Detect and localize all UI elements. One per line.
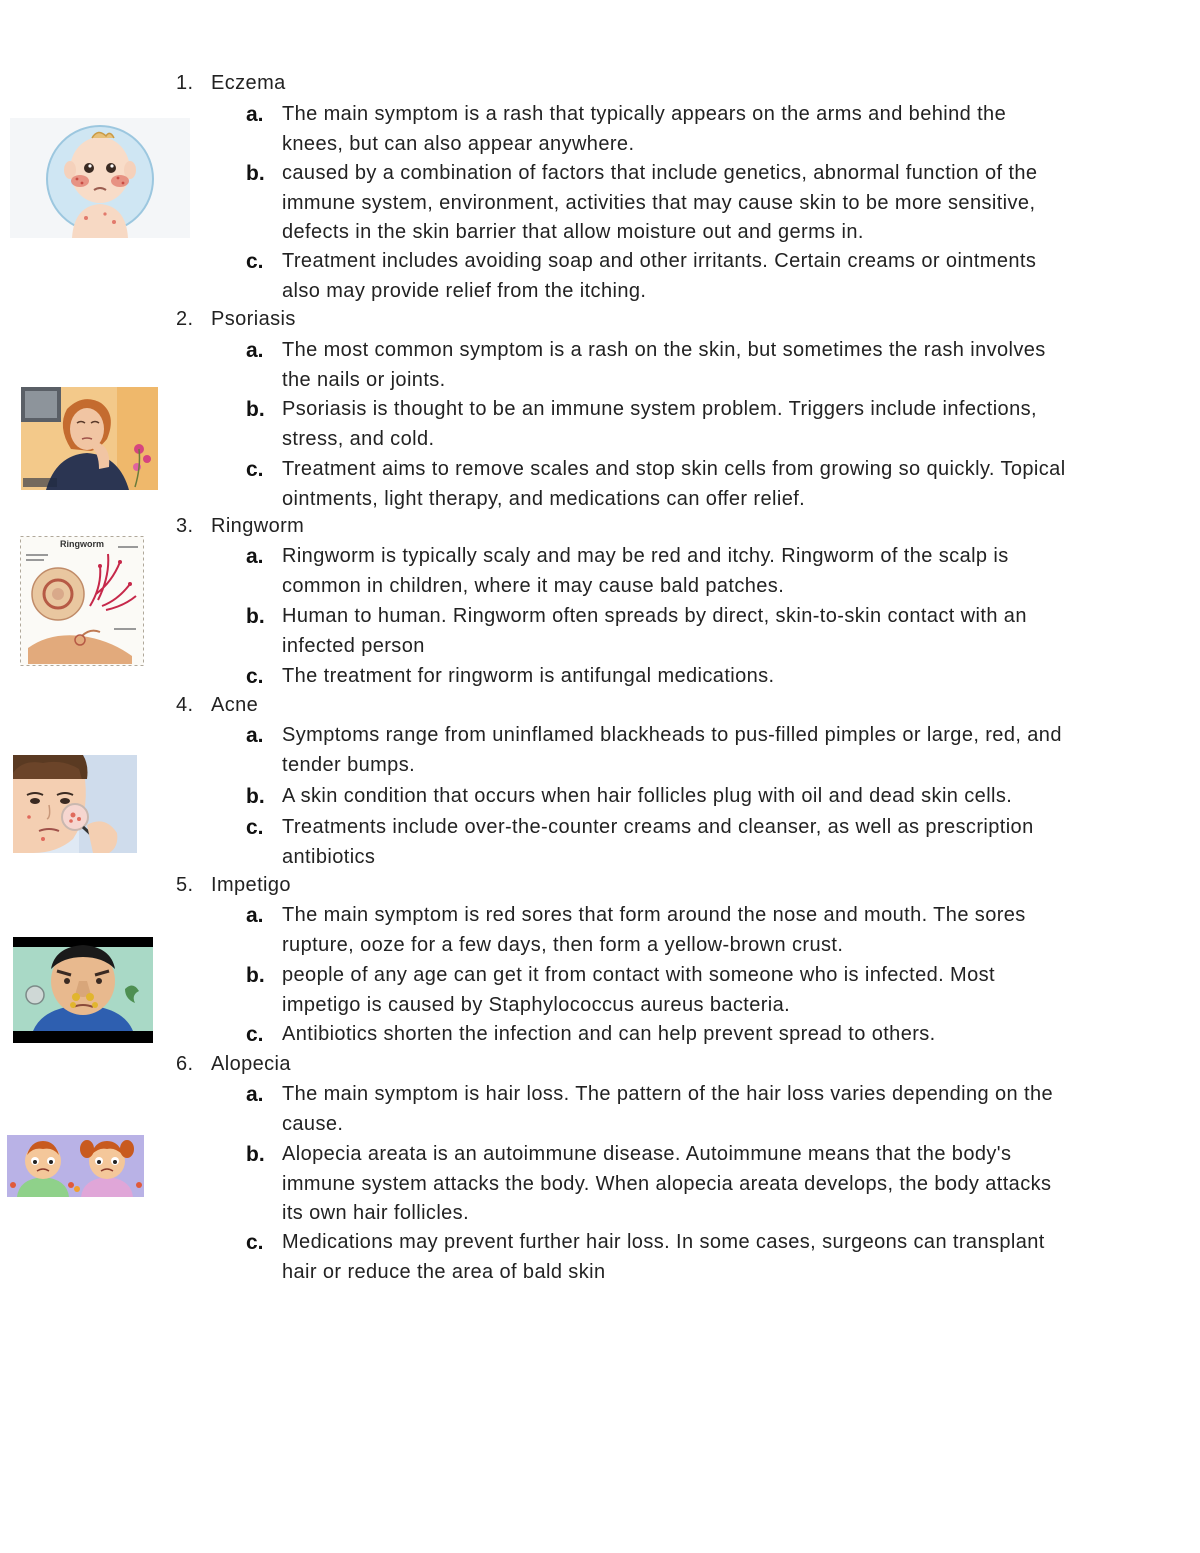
point-text: people of any age can get it from contact with someone who is infected. Most impetigo is caused by Staphylococcus aureus bacteria. <box>282 964 995 1016</box>
topic-title-ringworm: Ringworm <box>211 515 305 537</box>
point-letter: a. <box>246 724 264 747</box>
point-text: The main symptom is hair loss. The pattern of the hair loss varies depending on the cause. <box>282 1083 1053 1135</box>
topic-title-psoriasis: Psoriasis <box>211 308 296 330</box>
point-letter: b. <box>246 162 265 185</box>
topic-number: 5. <box>176 874 194 896</box>
point-text: The treatment for ringworm is antifungal medications. <box>282 665 775 687</box>
point-letter: b. <box>246 785 265 808</box>
acne-face-icon <box>13 755 137 853</box>
point-letter: c. <box>246 458 264 481</box>
point-text: Ringworm is typically scaly and may be red and itchy. Ringworm of the scalp is common in children, where it may cause bald patches. <box>282 545 1009 597</box>
topic-title-impetigo: Impetigo <box>211 874 291 896</box>
point-letter: c. <box>246 816 264 839</box>
point-letter: a. <box>246 103 264 126</box>
topic-number: 4. <box>176 694 194 716</box>
point-letter: a. <box>246 1083 264 1106</box>
point-text: The main symptom is a rash that typically appears on the arms and behind the knees, but can also appear anywhere. <box>282 103 1007 155</box>
point-text: Symptoms range from uninflamed blackheads to pus-filled pimples or large, red, and tender bumps. <box>282 724 1062 776</box>
topic-title-acne: Acne <box>211 694 259 716</box>
point-text: Treatment includes avoiding soap and other irritants. Certain creams or ointments also may provide relief from the itching. <box>282 250 1037 302</box>
ringworm-diagram-icon <box>20 536 144 666</box>
point-letter: a. <box>246 904 264 927</box>
impetigo-face-icon <box>13 937 153 1043</box>
point-text: Medications may prevent further hair loss. In some cases, surgeons can transplant hair or reduce the area of bald skin <box>282 1231 1045 1283</box>
point-letter: b. <box>246 964 265 987</box>
point-letter: b. <box>246 605 265 628</box>
point-text: Human to human. Ringworm often spreads by direct, skin-to-skin contact with an infected person <box>282 605 1027 657</box>
point-text: Alopecia areata is an autoimmune disease. Autoimmune means that the body's immune system attacks the body. When alopecia areata develops, the body attacks its own hair follicles. <box>282 1143 1052 1224</box>
topic-number: 2. <box>176 308 194 330</box>
topic-title-alopecia: Alopecia <box>211 1053 291 1075</box>
point-letter: c. <box>246 1023 264 1046</box>
point-letter: c. <box>246 665 264 688</box>
point-text: Treatment aims to remove scales and stop skin cells from growing so quickly. Topical ointments, light therapy, and medications can offer relief. <box>282 458 1066 510</box>
point-letter: b. <box>246 1143 265 1166</box>
point-letter: b. <box>246 398 265 421</box>
point-letter: a. <box>246 339 264 362</box>
topic-number: 1. <box>176 72 194 94</box>
point-text: Antibiotics shorten the infection and can help prevent spread to others. <box>282 1023 936 1045</box>
point-letter: a. <box>246 545 264 568</box>
point-text: Psoriasis is thought to be an immune system problem. Triggers include infections, stress, and cold. <box>282 398 1037 450</box>
point-text: A skin condition that occurs when hair follicles plug with oil and dead skin cells. <box>282 785 1013 807</box>
topic-title-eczema: Eczema <box>211 72 286 94</box>
point-text: The main symptom is red sores that form around the nose and mouth. The sores rupture, ooze for a few days, then form a yellow-brown crust. <box>282 904 1026 956</box>
point-text: The most common symptom is a rash on the skin, but sometimes the rash involves the nails or joints. <box>282 339 1046 391</box>
point-text: Treatments include over-the-counter creams and cleanser, as well as prescription antibiotics <box>282 816 1034 868</box>
point-text: caused by a combination of factors that include genetics, abnormal function of the immune system, environment, activities that may cause skin to be more sensitive, defects in the skin barrier that allow moisture out and germs in. <box>282 162 1038 243</box>
baby-eczema-icon <box>10 118 190 238</box>
topic-number: 6. <box>176 1053 194 1075</box>
woman-psoriasis-icon <box>21 387 158 490</box>
topic-number: 3. <box>176 515 194 537</box>
ringworm-image-label: Ringworm <box>60 539 104 549</box>
point-letter: c. <box>246 1231 264 1254</box>
alopecia-kids-icon <box>7 1135 144 1197</box>
point-letter: c. <box>246 250 264 273</box>
